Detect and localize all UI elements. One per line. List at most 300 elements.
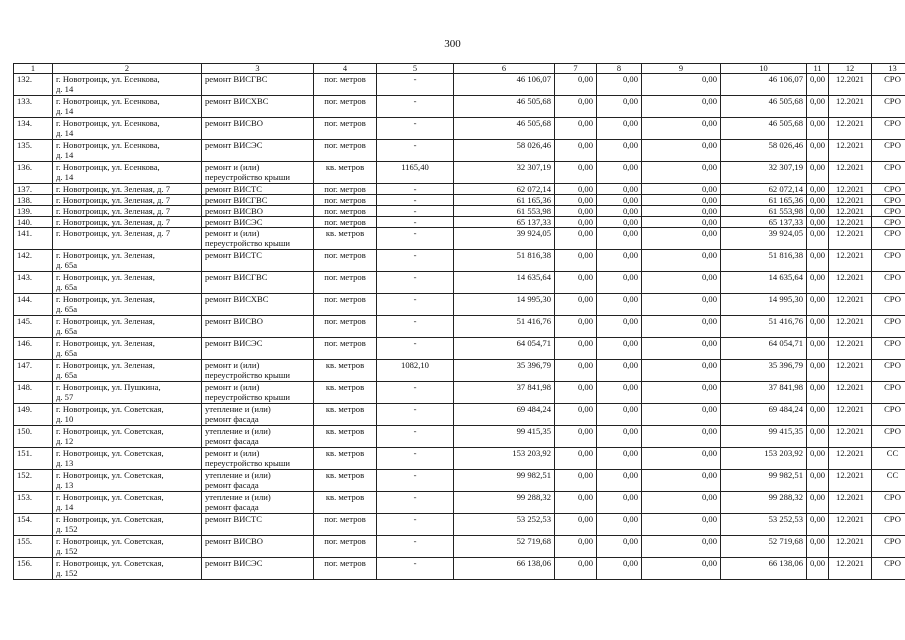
- cost-col9-cell: 0,00: [642, 294, 721, 316]
- cost-col9-cell: 0,00: [642, 74, 721, 96]
- date-cell: 12.2021: [829, 206, 872, 217]
- address-line: г. Новотроицк, ул. Есенкова,: [56, 96, 160, 106]
- unit-cell: пог. метров: [314, 316, 377, 338]
- work-type-cell: [202, 206, 314, 217]
- cost-col7-cell: 0,00: [555, 272, 597, 294]
- quantity-cell: -: [377, 272, 454, 294]
- column-header: 12: [829, 64, 872, 74]
- work-type-line: ремонт и (или): [205, 228, 260, 238]
- unit-cell: кв. метров: [314, 426, 377, 448]
- work-type-line: ремонт ВИСТС: [205, 184, 263, 194]
- address-cell: [53, 448, 202, 470]
- address-cell: [53, 272, 202, 294]
- cost-col9-cell: 0,00: [642, 195, 721, 206]
- row-number-cell: 150.: [14, 426, 53, 448]
- table-row: [14, 404, 905, 426]
- address-line: г. Новотроицк, ул. Пушкина,: [56, 382, 161, 392]
- quantity-cell: -: [377, 558, 454, 580]
- address-line: д. 14: [56, 172, 74, 182]
- row-number-cell: 155.: [14, 536, 53, 558]
- cost-col9-cell: 0,00: [642, 404, 721, 426]
- cost-col9-cell: 0,00: [642, 338, 721, 360]
- quantity-cell: -: [377, 426, 454, 448]
- quantity-cell: -: [377, 470, 454, 492]
- cost-col11-cell: 0,00: [807, 228, 829, 250]
- cost-col10-cell: 99 288,32: [721, 492, 807, 514]
- work-type-cell: [202, 536, 314, 558]
- total-cost-cell: 51 816,38: [454, 250, 555, 272]
- cost-col7-cell: 0,00: [555, 338, 597, 360]
- column-header: 9: [642, 64, 721, 74]
- cost-col10-cell: 58 026,46: [721, 140, 807, 162]
- date-cell: 12.2021: [829, 272, 872, 294]
- cost-col10-cell: 153 203,92: [721, 448, 807, 470]
- table-row: [14, 448, 905, 470]
- table-row: [14, 338, 905, 360]
- row-number-cell: 135.: [14, 140, 53, 162]
- date-cell: 12.2021: [829, 96, 872, 118]
- cost-col7-cell: 0,00: [555, 228, 597, 250]
- total-cost-cell: 35 396,79: [454, 360, 555, 382]
- funding-source-cell: СРО: [872, 338, 905, 360]
- work-type-cell: [202, 558, 314, 580]
- cost-col11-cell: 0,00: [807, 316, 829, 338]
- cost-col11-cell: 0,00: [807, 195, 829, 206]
- address-line: д. 152: [56, 568, 78, 578]
- unit-cell: кв. метров: [314, 228, 377, 250]
- date-cell: 12.2021: [829, 470, 872, 492]
- row-number-cell: 141.: [14, 228, 53, 250]
- date-cell: 12.2021: [829, 404, 872, 426]
- cost-col9-cell: 0,00: [642, 96, 721, 118]
- cost-col11-cell: 0,00: [807, 558, 829, 580]
- address-line: г. Новотроицк, ул. Есенкова,: [56, 162, 160, 172]
- cost-col8-cell: 0,00: [597, 360, 642, 382]
- page-number: 300: [444, 38, 461, 50]
- cost-col9-cell: 0,00: [642, 118, 721, 140]
- unit-cell: кв. метров: [314, 470, 377, 492]
- cost-col10-cell: 35 396,79: [721, 360, 807, 382]
- cost-col10-cell: 53 252,53: [721, 514, 807, 536]
- work-type-cell: [202, 404, 314, 426]
- cost-col7-cell: 0,00: [555, 184, 597, 195]
- quantity-cell: -: [377, 228, 454, 250]
- work-type-line: утепление и (или): [205, 404, 271, 414]
- row-number-cell: 142.: [14, 250, 53, 272]
- row-number-cell: 151.: [14, 448, 53, 470]
- total-cost-cell: 14 995,30: [454, 294, 555, 316]
- cost-col9-cell: 0,00: [642, 514, 721, 536]
- quantity-cell: -: [377, 316, 454, 338]
- total-cost-cell: 32 307,19: [454, 162, 555, 184]
- address-line: д. 14: [56, 502, 74, 512]
- quantity-cell: -: [377, 448, 454, 470]
- work-type-line: утепление и (или): [205, 426, 271, 436]
- cost-col7-cell: 0,00: [555, 140, 597, 162]
- cost-col7-cell: 0,00: [555, 217, 597, 228]
- funding-source-cell: СРО: [872, 382, 905, 404]
- total-cost-cell: 69 484,24: [454, 404, 555, 426]
- quantity-cell: -: [377, 404, 454, 426]
- address-line: д. 65а: [56, 282, 78, 292]
- cost-col8-cell: 0,00: [597, 250, 642, 272]
- cost-col8-cell: 0,00: [597, 228, 642, 250]
- work-type-line: переустройство крыши: [205, 370, 290, 380]
- work-type-cell: [202, 96, 314, 118]
- address-line: д. 14: [56, 128, 74, 138]
- table-row: [14, 118, 905, 140]
- cost-col8-cell: 0,00: [597, 96, 642, 118]
- cost-col8-cell: 0,00: [597, 140, 642, 162]
- work-type-line: переустройство крыши: [205, 458, 290, 468]
- funding-source-cell: СРО: [872, 228, 905, 250]
- cost-col10-cell: 39 924,05: [721, 228, 807, 250]
- work-type-line: ремонт фасада: [205, 480, 259, 490]
- total-cost-cell: 62 072,14: [454, 184, 555, 195]
- funding-source-cell: СРО: [872, 536, 905, 558]
- table-row: [14, 316, 905, 338]
- unit-cell: пог. метров: [314, 118, 377, 140]
- work-type-line: ремонт фасада: [205, 502, 259, 512]
- cost-col9-cell: 0,00: [642, 272, 721, 294]
- total-cost-cell: 53 252,53: [454, 514, 555, 536]
- cost-col10-cell: 64 054,71: [721, 338, 807, 360]
- row-number-cell: 144.: [14, 294, 53, 316]
- date-cell: 12.2021: [829, 316, 872, 338]
- unit-cell: пог. метров: [314, 294, 377, 316]
- table-row: [14, 382, 905, 404]
- address-cell: [53, 118, 202, 140]
- cost-col7-cell: 0,00: [555, 492, 597, 514]
- work-type-line: ремонт и (или): [205, 382, 260, 392]
- cost-col9-cell: 0,00: [642, 470, 721, 492]
- cost-col10-cell: 37 841,98: [721, 382, 807, 404]
- table-row: [14, 162, 905, 184]
- work-type-cell: [202, 250, 314, 272]
- repair-schedule-table: [13, 63, 905, 580]
- column-header: 10: [721, 64, 807, 74]
- unit-cell: кв. метров: [314, 162, 377, 184]
- cost-col7-cell: 0,00: [555, 316, 597, 338]
- table-row: [14, 228, 905, 250]
- cost-col8-cell: 0,00: [597, 217, 642, 228]
- address-line: г. Новотроицк, ул. Зеленая, д. 7: [56, 184, 171, 194]
- funding-source-cell: СРО: [872, 217, 905, 228]
- cost-col11-cell: 0,00: [807, 448, 829, 470]
- cost-col7-cell: 0,00: [555, 195, 597, 206]
- date-cell: 12.2021: [829, 184, 872, 195]
- row-number-cell: 140.: [14, 217, 53, 228]
- address-line: г. Новотроицк, ул. Советская,: [56, 536, 164, 546]
- funding-source-cell: СС: [872, 470, 905, 492]
- work-type-cell: [202, 382, 314, 404]
- total-cost-cell: 46 505,68: [454, 118, 555, 140]
- table-row: [14, 74, 905, 96]
- work-type-line: переустройство крыши: [205, 172, 290, 182]
- column-header: 2: [53, 64, 202, 74]
- table-row: [14, 470, 905, 492]
- work-type-cell: [202, 195, 314, 206]
- funding-source-cell: СРО: [872, 294, 905, 316]
- total-cost-cell: 61 165,36: [454, 195, 555, 206]
- work-type-cell: [202, 448, 314, 470]
- cost-col9-cell: 0,00: [642, 536, 721, 558]
- funding-source-cell: СРО: [872, 140, 905, 162]
- cost-col8-cell: 0,00: [597, 536, 642, 558]
- cost-col11-cell: 0,00: [807, 470, 829, 492]
- address-cell: [53, 316, 202, 338]
- work-type-line: переустройство крыши: [205, 238, 290, 248]
- table-body: [14, 74, 905, 580]
- address-line: г. Новотроицк, ул. Советская,: [56, 426, 164, 436]
- address-cell: [53, 162, 202, 184]
- cost-col7-cell: 0,00: [555, 382, 597, 404]
- table-row: [14, 558, 905, 580]
- address-line: г. Новотроицк, ул. Советская,: [56, 558, 164, 568]
- work-type-cell: [202, 217, 314, 228]
- column-header: 7: [555, 64, 597, 74]
- total-cost-cell: 46 106,07: [454, 74, 555, 96]
- row-number-cell: 137.: [14, 184, 53, 195]
- work-type-cell: [202, 470, 314, 492]
- address-cell: [53, 195, 202, 206]
- cost-col8-cell: 0,00: [597, 162, 642, 184]
- cost-col8-cell: 0,00: [597, 448, 642, 470]
- address-cell: [53, 558, 202, 580]
- cost-col10-cell: 69 484,24: [721, 404, 807, 426]
- cost-col8-cell: 0,00: [597, 514, 642, 536]
- cost-col10-cell: 32 307,19: [721, 162, 807, 184]
- unit-cell: пог. метров: [314, 250, 377, 272]
- unit-cell: пог. метров: [314, 206, 377, 217]
- total-cost-cell: 99 288,32: [454, 492, 555, 514]
- table-row: [14, 217, 905, 228]
- cost-col8-cell: 0,00: [597, 470, 642, 492]
- work-type-line: ремонт ВИСЭС: [205, 558, 263, 568]
- cost-col9-cell: 0,00: [642, 140, 721, 162]
- total-cost-cell: 52 719,68: [454, 536, 555, 558]
- funding-source-cell: СРО: [872, 195, 905, 206]
- address-line: д. 65а: [56, 260, 78, 270]
- unit-cell: пог. метров: [314, 514, 377, 536]
- cost-col11-cell: 0,00: [807, 162, 829, 184]
- quantity-cell: -: [377, 492, 454, 514]
- work-type-cell: [202, 74, 314, 96]
- work-type-line: ремонт ВИСХВС: [205, 96, 269, 106]
- work-type-line: ремонт ВИСЭС: [205, 217, 263, 227]
- total-cost-cell: 99 415,35: [454, 426, 555, 448]
- unit-cell: пог. метров: [314, 184, 377, 195]
- work-type-line: ремонт ВИСЭС: [205, 338, 263, 348]
- cost-col11-cell: 0,00: [807, 404, 829, 426]
- cost-col8-cell: 0,00: [597, 206, 642, 217]
- work-type-line: ремонт ВИСТС: [205, 250, 263, 260]
- cost-col9-cell: 0,00: [642, 382, 721, 404]
- unit-cell: кв. метров: [314, 492, 377, 514]
- quantity-cell: 1165,40: [377, 162, 454, 184]
- funding-source-cell: СРО: [872, 272, 905, 294]
- address-line: г. Новотроицк, ул. Советская,: [56, 514, 164, 524]
- work-type-cell: [202, 316, 314, 338]
- cost-col7-cell: 0,00: [555, 294, 597, 316]
- cost-col9-cell: 0,00: [642, 228, 721, 250]
- cost-col7-cell: 0,00: [555, 206, 597, 217]
- address-cell: [53, 404, 202, 426]
- work-type-line: утепление и (или): [205, 470, 271, 480]
- address-line: г. Новотроицк, ул. Советская,: [56, 492, 164, 502]
- table-row: [14, 206, 905, 217]
- date-cell: 12.2021: [829, 448, 872, 470]
- unit-cell: пог. метров: [314, 272, 377, 294]
- work-type-cell: [202, 360, 314, 382]
- cost-col7-cell: 0,00: [555, 74, 597, 96]
- address-line: г. Новотроицк, ул. Зеленая, д. 7: [56, 228, 171, 238]
- address-cell: [53, 426, 202, 448]
- cost-col8-cell: 0,00: [597, 316, 642, 338]
- address-line: г. Новотроицк, ул. Есенкова,: [56, 140, 160, 150]
- total-cost-cell: 51 416,76: [454, 316, 555, 338]
- address-cell: [53, 294, 202, 316]
- cost-col10-cell: 14 635,64: [721, 272, 807, 294]
- unit-cell: пог. метров: [314, 217, 377, 228]
- cost-col9-cell: 0,00: [642, 162, 721, 184]
- date-cell: 12.2021: [829, 294, 872, 316]
- work-type-line: ремонт и (или): [205, 162, 260, 172]
- cost-col7-cell: 0,00: [555, 96, 597, 118]
- cost-col7-cell: 0,00: [555, 118, 597, 140]
- unit-cell: кв. метров: [314, 448, 377, 470]
- address-line: г. Новотроицк, ул. Зеленая, д. 7: [56, 206, 171, 216]
- cost-col11-cell: 0,00: [807, 118, 829, 140]
- cost-col11-cell: 0,00: [807, 206, 829, 217]
- row-number-cell: 134.: [14, 118, 53, 140]
- cost-col10-cell: 52 719,68: [721, 536, 807, 558]
- column-header: 8: [597, 64, 642, 74]
- funding-source-cell: СРО: [872, 404, 905, 426]
- date-cell: 12.2021: [829, 426, 872, 448]
- address-cell: [53, 514, 202, 536]
- funding-source-cell: СРО: [872, 96, 905, 118]
- cost-col8-cell: 0,00: [597, 558, 642, 580]
- table-row: [14, 492, 905, 514]
- cost-col10-cell: 46 505,68: [721, 118, 807, 140]
- cost-col8-cell: 0,00: [597, 404, 642, 426]
- work-type-cell: [202, 272, 314, 294]
- work-type-line: ремонт ВИСВО: [205, 316, 263, 326]
- address-line: г. Новотроицк, ул. Зеленая,: [56, 360, 155, 370]
- address-line: д. 13: [56, 458, 74, 468]
- cost-col8-cell: 0,00: [597, 74, 642, 96]
- quantity-cell: -: [377, 74, 454, 96]
- work-type-cell: [202, 294, 314, 316]
- quantity-cell: -: [377, 250, 454, 272]
- quantity-cell: -: [377, 382, 454, 404]
- unit-cell: пог. метров: [314, 140, 377, 162]
- table-row: [14, 250, 905, 272]
- work-type-line: ремонт ВИСХВС: [205, 294, 269, 304]
- cost-col10-cell: 46 106,07: [721, 74, 807, 96]
- date-cell: 12.2021: [829, 492, 872, 514]
- cost-col9-cell: 0,00: [642, 184, 721, 195]
- date-cell: 12.2021: [829, 74, 872, 96]
- cost-col10-cell: 61 165,36: [721, 195, 807, 206]
- cost-col7-cell: 0,00: [555, 514, 597, 536]
- work-type-line: ремонт и (или): [205, 448, 260, 458]
- date-cell: 12.2021: [829, 195, 872, 206]
- row-number-cell: 156.: [14, 558, 53, 580]
- unit-cell: пог. метров: [314, 338, 377, 360]
- address-line: д. 12: [56, 436, 74, 446]
- row-number-cell: 153.: [14, 492, 53, 514]
- address-line: д. 14: [56, 106, 74, 116]
- funding-source-cell: СРО: [872, 250, 905, 272]
- work-type-line: ремонт ВИСТС: [205, 514, 263, 524]
- work-type-cell: [202, 514, 314, 536]
- address-line: д. 65а: [56, 370, 78, 380]
- table-row: [14, 360, 905, 382]
- quantity-cell: 1082,10: [377, 360, 454, 382]
- unit-cell: кв. метров: [314, 404, 377, 426]
- cost-col10-cell: 62 072,14: [721, 184, 807, 195]
- cost-col8-cell: 0,00: [597, 426, 642, 448]
- cost-col11-cell: 0,00: [807, 184, 829, 195]
- total-cost-cell: 58 026,46: [454, 140, 555, 162]
- unit-cell: кв. метров: [314, 382, 377, 404]
- total-cost-cell: 65 137,33: [454, 217, 555, 228]
- work-type-line: ремонт ВИСГВС: [205, 272, 268, 282]
- cost-col10-cell: 99 982,51: [721, 470, 807, 492]
- unit-cell: пог. метров: [314, 74, 377, 96]
- cost-col11-cell: 0,00: [807, 492, 829, 514]
- table-row: [14, 184, 905, 195]
- quantity-cell: -: [377, 338, 454, 360]
- funding-source-cell: СРО: [872, 426, 905, 448]
- quantity-cell: -: [377, 118, 454, 140]
- cost-col11-cell: 0,00: [807, 217, 829, 228]
- quantity-cell: -: [377, 536, 454, 558]
- address-cell: [53, 338, 202, 360]
- cost-col7-cell: 0,00: [555, 360, 597, 382]
- total-cost-cell: 39 924,05: [454, 228, 555, 250]
- table-row: [14, 195, 905, 206]
- total-cost-cell: 99 982,51: [454, 470, 555, 492]
- funding-source-cell: СРО: [872, 316, 905, 338]
- cost-col11-cell: 0,00: [807, 514, 829, 536]
- date-cell: 12.2021: [829, 514, 872, 536]
- address-cell: [53, 228, 202, 250]
- cost-col11-cell: 0,00: [807, 250, 829, 272]
- quantity-cell: -: [377, 140, 454, 162]
- cost-col11-cell: 0,00: [807, 74, 829, 96]
- funding-source-cell: СС: [872, 448, 905, 470]
- cost-col7-cell: 0,00: [555, 558, 597, 580]
- total-cost-cell: 66 138,06: [454, 558, 555, 580]
- row-number-cell: 145.: [14, 316, 53, 338]
- date-cell: 12.2021: [829, 250, 872, 272]
- row-number-cell: 154.: [14, 514, 53, 536]
- address-cell: [53, 382, 202, 404]
- table-row: [14, 140, 905, 162]
- work-type-line: переустройство крыши: [205, 392, 290, 402]
- work-type-line: ремонт и (или): [205, 360, 260, 370]
- address-cell: [53, 74, 202, 96]
- address-cell: [53, 184, 202, 195]
- cost-col10-cell: 14 995,30: [721, 294, 807, 316]
- cost-col7-cell: 0,00: [555, 470, 597, 492]
- cost-col7-cell: 0,00: [555, 162, 597, 184]
- table-row: [14, 294, 905, 316]
- address-cell: [53, 250, 202, 272]
